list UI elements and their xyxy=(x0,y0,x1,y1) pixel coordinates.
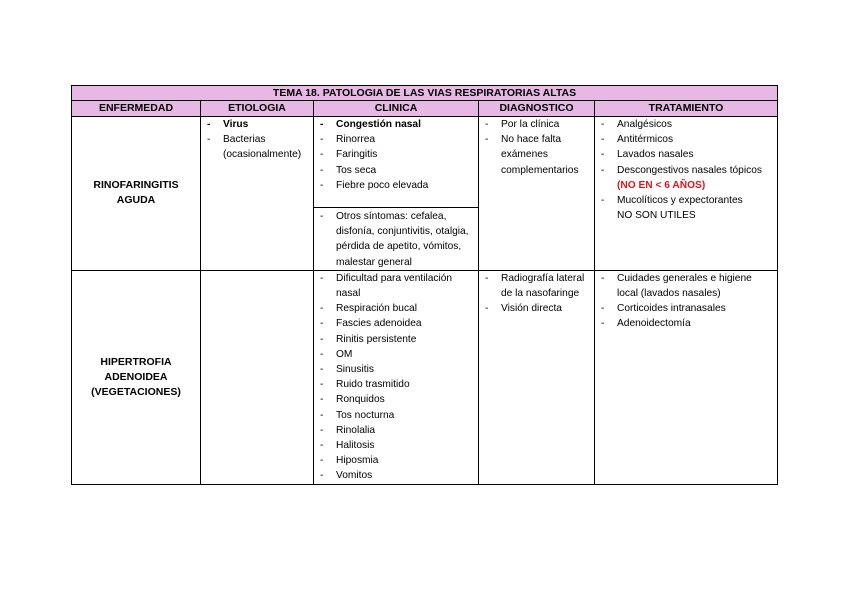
table-header-row xyxy=(72,101,778,117)
list-item: - Fiebre poco elevada xyxy=(318,178,474,193)
list-item: - Sinusitis xyxy=(318,362,474,377)
header-diagnostico: DIAGNOSTICO xyxy=(479,101,595,117)
list-item: - Rinolalia xyxy=(318,423,474,438)
clinic-other-symptoms xyxy=(314,208,478,270)
list-item: - Radiografía lateral de la nasofaringe xyxy=(483,271,590,301)
document-page xyxy=(71,85,777,485)
decongestant-text: Descongestivos nasales tópicos xyxy=(617,164,762,176)
disease-cell xyxy=(72,270,201,484)
list-item: - Virus xyxy=(205,117,309,132)
treatment-list xyxy=(595,117,777,208)
clinic-main-symptoms xyxy=(314,117,478,208)
diagnosis-cell xyxy=(479,117,595,271)
list-item: - No hace falta exámenes complementarios xyxy=(483,132,590,178)
age-warning: (NO EN < 6 AÑOS) xyxy=(617,179,706,191)
list-item: - Respiración bucal xyxy=(318,301,474,316)
list-item: - Por la clínica xyxy=(483,117,590,132)
list-item: - Antitérmicos xyxy=(599,132,773,147)
list-item: - Adenoidectomía xyxy=(599,316,773,331)
table-row xyxy=(72,270,778,484)
list-item: - Tos seca xyxy=(318,163,474,178)
list-item: - Visión directa xyxy=(483,301,590,316)
clinic-other-list xyxy=(314,209,478,270)
table-row xyxy=(72,117,778,271)
header-clinica: CLINICA xyxy=(314,101,479,117)
clinic-list xyxy=(314,117,478,193)
diagnosis-list xyxy=(479,117,594,178)
list-item: - Rinitis persistente xyxy=(318,332,474,347)
disease-name: HIPERTROFIA ADENOIDEA (VEGETACIONES) xyxy=(91,355,181,398)
table-title-row xyxy=(72,86,778,101)
list-item: - Corticoides intranasales xyxy=(599,301,773,316)
header-etiologia: ETIOLOGIA xyxy=(201,101,314,117)
etiology-list xyxy=(201,117,313,163)
etiology-cell xyxy=(201,270,314,484)
pathology-table xyxy=(71,85,778,485)
list-item: - Otros síntomas: cefalea, disfonía, conjuntivitis, otalgia, pérdida de apetito, vómitos, malestar general xyxy=(318,209,474,270)
header-enfermedad: ENFERMEDAD xyxy=(72,101,201,117)
list-item: - Ruido trasmitido xyxy=(318,377,474,392)
list-item: - Vomitos xyxy=(318,468,474,483)
list-item xyxy=(599,163,773,193)
list-item: - Mucolíticos y expectorantes xyxy=(599,193,773,208)
list-item: - Hiposmia xyxy=(318,453,474,468)
treatment-list xyxy=(595,271,777,332)
treatment-note: NO SON UTILES xyxy=(617,210,696,222)
list-item: - Ronquidos xyxy=(318,392,474,407)
list-item: - Dificultad para ventilación nasal xyxy=(318,271,474,301)
header-tratamiento: TRATAMIENTO xyxy=(595,101,778,117)
list-item: - Tos nocturna xyxy=(318,408,474,423)
list-item: - Bacterias (ocasionalmente) xyxy=(205,132,309,162)
diagnosis-list xyxy=(479,271,594,317)
disease-name: RINOFARINGITIS AGUDA xyxy=(93,179,179,207)
list-item: - Analgésicos xyxy=(599,117,773,132)
clinic-list xyxy=(314,271,478,484)
treatment-cell xyxy=(595,117,778,271)
list-item: - OM xyxy=(318,347,474,362)
list-item: - Lavados nasales xyxy=(599,147,773,162)
etiology-cell xyxy=(201,117,314,271)
list-item: - Fascies adenoidea xyxy=(318,316,474,331)
clinic-cell xyxy=(314,117,479,271)
list-item: - Rinorrea xyxy=(318,132,474,147)
list-item: - Congestión nasal xyxy=(318,117,474,132)
list-item: - Faringitis xyxy=(318,147,474,162)
disease-cell xyxy=(72,117,201,271)
list-item: - Halitosis xyxy=(318,438,474,453)
list-item: - Cuidades generales e higiene local (lavados nasales) xyxy=(599,271,773,301)
clinic-cell xyxy=(314,270,479,484)
treatment-cell xyxy=(595,270,778,484)
diagnosis-cell xyxy=(479,270,595,484)
table-title: TEMA 18. PATOLOGIA DE LAS VIAS RESPIRATORIAS ALTAS xyxy=(72,86,778,101)
